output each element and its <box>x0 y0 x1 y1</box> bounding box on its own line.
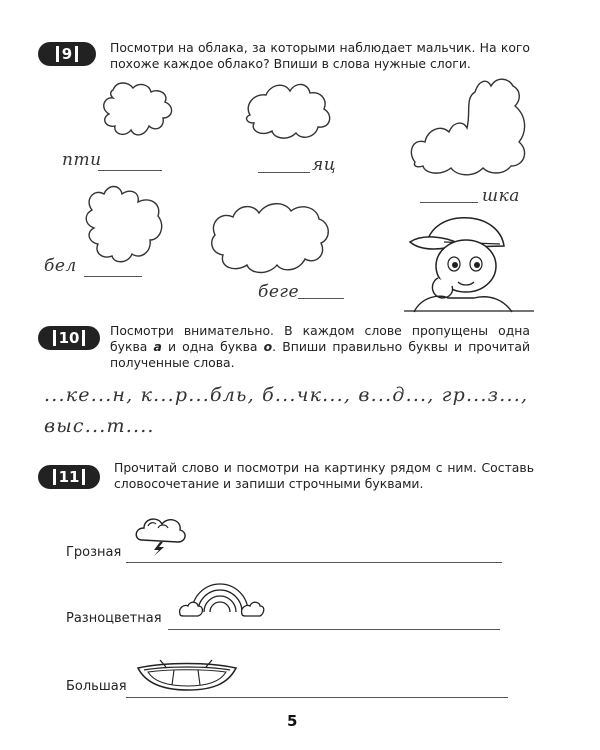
word-hippo: беге <box>258 282 300 302</box>
cloud-cat-image <box>405 72 535 182</box>
task-instruction: Посмотри на облака, за которыми наблюдает мальчик. На кого похоже каждое облако? Впиши в слова нужные слоги. <box>110 40 530 71</box>
task-instruction: Прочитай слово и посмотри на картинку рядом с ним. Составь словосочетание и запиши строчными буквами. <box>114 460 534 491</box>
task-number-badge <box>38 42 96 66</box>
thundercloud-icon <box>132 512 188 556</box>
word-bird: пти <box>62 150 102 170</box>
page-number: 5 <box>287 712 298 730</box>
badge-bar-left <box>56 46 59 62</box>
boy-illustration <box>404 212 534 312</box>
badge-bar-left <box>53 330 56 346</box>
adjective-label: Разноцветная <box>66 611 162 626</box>
task-number: 10 <box>58 329 80 347</box>
answer-line <box>298 298 344 299</box>
answer-line <box>258 172 310 173</box>
answer-line <box>126 697 508 698</box>
task-number-badge <box>38 326 100 350</box>
answer-line <box>420 202 478 203</box>
rainbow-icon <box>178 576 262 620</box>
adjective-label: Грозная <box>66 545 122 560</box>
cloud-hare-image <box>240 75 340 150</box>
task-instruction: Посмотри внимательно. В каждом слове пропущены одна буква а и одна буква о. Впиши правильно буквы и прочитай полученные слова. <box>110 323 530 370</box>
word-cat: шка <box>482 186 520 206</box>
task-number: 11 <box>58 468 80 486</box>
cursive-words-line-2: выс...т.... <box>44 415 155 437</box>
answer-line <box>168 629 500 630</box>
cloud-hippo-image <box>205 195 335 280</box>
cloud-bird-image <box>95 78 185 153</box>
answer-line <box>98 170 162 171</box>
cursive-words-line-1: ...ке...н, к...р...бль, б...чк..., в...д..., гр...з..., <box>44 384 529 406</box>
cloud-squirrel-image <box>78 180 168 270</box>
badge-bar-left <box>53 469 56 485</box>
task-number-badge <box>38 465 100 489</box>
word-squirrel: бел <box>44 256 77 276</box>
boat-icon <box>136 658 238 692</box>
badge-bar-right <box>82 330 85 346</box>
word-hare: яц <box>312 155 337 175</box>
badge-bar-right <box>82 469 85 485</box>
badge-bar-right <box>75 46 78 62</box>
answer-line <box>84 276 142 277</box>
adjective-label: Большая <box>66 679 127 694</box>
answer-line <box>126 562 502 563</box>
task-number: 9 <box>61 45 73 63</box>
